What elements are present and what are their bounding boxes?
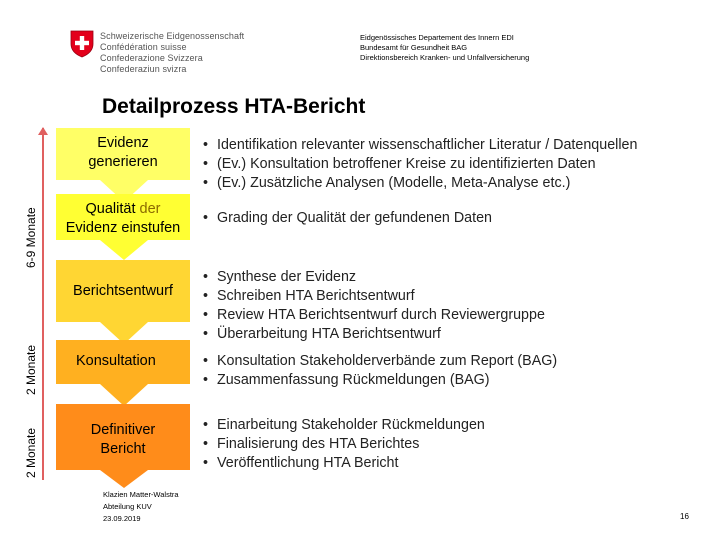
department-line: Bundesamt für Gesundheit BAG	[360, 43, 468, 52]
confederation-line: Schweizerische Eidgenossenschaft	[100, 31, 245, 41]
step-label-der: der	[135, 201, 161, 217]
step-label: Evidenz generieren	[88, 135, 158, 170]
step-evidenz-generieren	[56, 128, 190, 178]
bullets-konsultation	[203, 352, 557, 390]
bullet-item: • Finalisierung des HTA Berichtes	[203, 436, 420, 452]
bullet-item: • Zusammenfassung Rückmeldungen (BAG)	[203, 372, 490, 388]
footer-line: Abteilung KUV	[103, 502, 152, 511]
step-label	[66, 200, 180, 238]
bullet-item: • (Ev.) Zusätzliche Analysen (Modelle, Meta-Analyse etc.)	[203, 175, 571, 191]
bullet-item: • Einarbeitung Stakeholder Rückmeldungen	[203, 417, 485, 433]
timeline-label-phase-3: 2 Monate	[24, 427, 38, 478]
bullet-item: • Grading der Qualität der gefundenen Daten	[203, 210, 493, 226]
timeline-label-phase-1: 6-9 Monate	[24, 207, 38, 268]
bullets-berichtsentwurf	[203, 268, 545, 344]
footer-author	[103, 489, 179, 525]
bullets-definitiver-bericht	[203, 416, 485, 473]
confederation-line: Confederaziun svizra	[100, 64, 187, 74]
step-label: Definitiver Bericht	[90, 422, 156, 457]
bullet-item: • Konsultation Stakeholderverbände zum Report (BAG)	[203, 353, 558, 369]
timeline-bar-phase-2	[42, 272, 44, 392]
step-definitiver-bericht	[56, 414, 190, 466]
bullet-item: • Überarbeitung HTA Berichtsentwurf	[203, 326, 441, 342]
step-label-qualitaet: Qualität	[85, 201, 136, 217]
bullet-item: • Schreiben HTA Berichtsentwurf	[203, 288, 415, 304]
swiss-coat-of-arms-icon	[70, 30, 94, 58]
step-konsultation	[56, 344, 196, 378]
timeline-bar-phase-3	[42, 392, 44, 480]
step-berichtsentwurf	[56, 276, 190, 306]
bullet-item: • (Ev.) Konsultation betroffener Kreise zu identifizierten Daten	[203, 156, 596, 172]
department-line: Direktionsbereich Kranken- und Unfallversicherung	[360, 53, 530, 62]
footer-line: Klazien Matter-Walstra	[103, 490, 179, 499]
confederation-line: Confédération suisse	[100, 42, 187, 52]
footer-line: 23.09.2019	[103, 514, 141, 523]
timeline-label-phase-2: 2 Monate	[24, 344, 38, 395]
bullet-item: • Identifikation relevanter wissenschaftlicher Literatur / Datenquellen	[203, 137, 638, 153]
bullet-item: • Synthese der Evidenz	[203, 269, 357, 285]
page-number: 16	[680, 512, 689, 521]
step-label: Konsultation	[76, 352, 156, 369]
department-line: Eidgenössisches Departement des Innern EDI	[360, 33, 514, 42]
step-qualitaet-einstufen	[56, 196, 190, 242]
bullet-item: • Veröffentlichung HTA Bericht	[203, 455, 399, 471]
bullets-qualitaet	[203, 209, 492, 228]
bullet-item: • Review HTA Berichtsentwurf durch Reviewergruppe	[203, 307, 545, 323]
timeline-bar-phase-1	[42, 128, 44, 272]
bullets-evidenz-generieren	[203, 136, 637, 193]
department-info	[360, 33, 529, 63]
page-title: Detailprozess HTA-Bericht	[102, 95, 366, 118]
step-label-evidenz-einstufen: Evidenz einstufen	[65, 220, 181, 236]
step-label: Berichtsentwurf	[73, 282, 173, 299]
timeline-arrow-up-icon	[38, 124, 48, 134]
confederation-line: Confederazione Svizzera	[100, 53, 203, 63]
confederation-names	[100, 31, 244, 75]
